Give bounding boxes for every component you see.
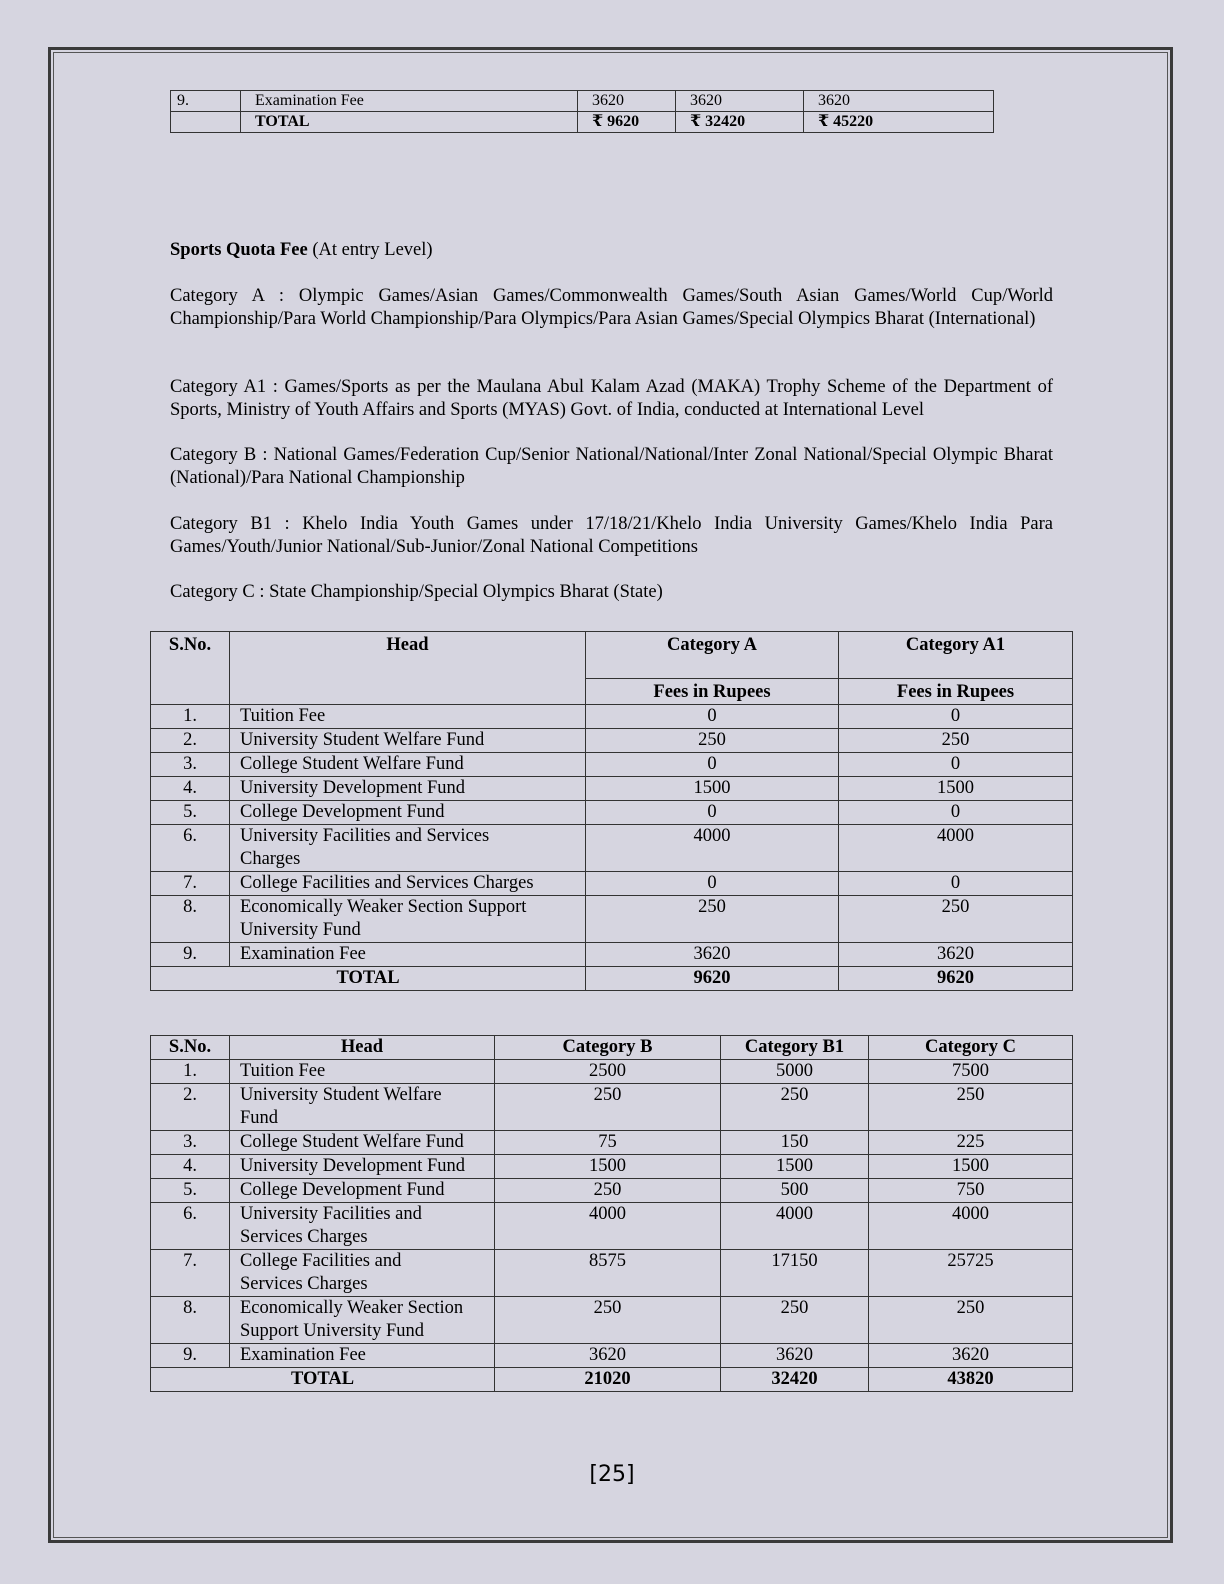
fee-cell: 250 bbox=[586, 896, 839, 943]
fee-cell: 25725 bbox=[869, 1250, 1073, 1297]
header-sno: S.No. bbox=[151, 1036, 230, 1060]
fee-cell: 250 bbox=[721, 1297, 869, 1344]
fee-cell: 0 bbox=[839, 801, 1073, 825]
header-category-b: Category B bbox=[495, 1036, 721, 1060]
sno-cell: 9. bbox=[171, 91, 241, 112]
sno-cell: 3. bbox=[151, 753, 230, 777]
fee-cell: 4000 bbox=[586, 825, 839, 872]
head-cell: University Student Welfare Fund bbox=[230, 729, 586, 753]
fee-cell: 7500 bbox=[869, 1060, 1073, 1084]
total-cell: ₹ 45220 bbox=[804, 112, 994, 133]
fee-cell: 3620 bbox=[721, 1344, 869, 1368]
total-row bbox=[171, 112, 994, 133]
fee-table-category-a bbox=[150, 631, 1073, 991]
category-b-description: Category B : National Games/Federation Cup/Senior National/National/Inter Zonal National/Special Olympic Bharat (National)/Para National Championship bbox=[170, 445, 1053, 488]
sno-cell: 6. bbox=[151, 825, 230, 872]
table-row bbox=[151, 1084, 1073, 1131]
total-cell: 9620 bbox=[839, 967, 1073, 991]
fee-table-category-b bbox=[150, 1035, 1073, 1392]
total-cell: 32420 bbox=[721, 1368, 869, 1392]
fee-cell: 250 bbox=[839, 896, 1073, 943]
fee-cell: 250 bbox=[721, 1084, 869, 1131]
fee-cell: 250 bbox=[586, 729, 839, 753]
fee-cell: 250 bbox=[839, 729, 1073, 753]
head-cell: Examination Fee bbox=[230, 1344, 495, 1368]
table-row bbox=[151, 825, 1073, 872]
total-row bbox=[151, 1368, 1073, 1392]
header-category-a1: Category A1 bbox=[839, 632, 1073, 679]
head-cell: College Facilities and Services Charges bbox=[230, 1250, 495, 1297]
table-row bbox=[151, 943, 1073, 967]
fee-cell: 5000 bbox=[721, 1060, 869, 1084]
table-row bbox=[151, 753, 1073, 777]
table-row bbox=[151, 1131, 1073, 1155]
fee-cell: 225 bbox=[869, 1131, 1073, 1155]
fee-cell: 4000 bbox=[495, 1203, 721, 1250]
category-a-description: Category A : Olympic Games/Asian Games/Commonwealth Games/South Asian Games/World Cup/World Championship/Para World Championship/Para Olympics/Para Asian Games/Special Olympics Bharat (International) bbox=[170, 286, 1053, 329]
fee-cell: 8575 bbox=[495, 1250, 721, 1297]
table-row bbox=[151, 729, 1073, 753]
fee-cell: 3620 bbox=[839, 943, 1073, 967]
section-title-rest: (At entry Level) bbox=[307, 240, 433, 260]
head-cell: College Development Fund bbox=[230, 1179, 495, 1203]
table-row bbox=[151, 872, 1073, 896]
fee-cell: 2500 bbox=[495, 1060, 721, 1084]
sno-cell: 8. bbox=[151, 1297, 230, 1344]
head-cell: Economically Weaker Section Support University Fund bbox=[230, 896, 586, 943]
fee-cell: 1500 bbox=[869, 1155, 1073, 1179]
header-head: Head bbox=[230, 632, 586, 705]
fee-cell: 0 bbox=[586, 705, 839, 729]
fee-cell: 0 bbox=[586, 801, 839, 825]
sno-cell: 5. bbox=[151, 1179, 230, 1203]
table-row bbox=[151, 1250, 1073, 1297]
fee-cell: 3620 bbox=[804, 91, 994, 112]
fee-cell: 1500 bbox=[721, 1155, 869, 1179]
sno-cell: 4. bbox=[151, 777, 230, 801]
table-row bbox=[151, 896, 1073, 943]
head-cell: University Facilities and Services Charges bbox=[230, 1203, 495, 1250]
category-a1-description: Category A1 : Games/Sports as per the Maulana Abul Kalam Azad (MAKA) Trophy Scheme of the Department of Sports, Ministry of Youth Affairs and Sports (MYAS) Govt. of India, conducted at International Level bbox=[170, 377, 1053, 420]
head-cell: Economically Weaker Section Support University Fund bbox=[230, 1297, 495, 1344]
fee-cell: 250 bbox=[495, 1179, 721, 1203]
head-cell: Examination Fee bbox=[230, 943, 586, 967]
sno-cell: 5. bbox=[151, 801, 230, 825]
table-row bbox=[151, 1297, 1073, 1344]
sno-cell: 4. bbox=[151, 1155, 230, 1179]
sno-cell: 2. bbox=[151, 729, 230, 753]
fee-cell: 3620 bbox=[676, 91, 804, 112]
subheader-fees: Fees in Rupees bbox=[839, 679, 1073, 705]
fee-cell: 0 bbox=[839, 872, 1073, 896]
total-cell: 43820 bbox=[869, 1368, 1073, 1392]
section-title-bold: Sports Quota Fee bbox=[170, 240, 308, 260]
header-category-b1: Category B1 bbox=[721, 1036, 869, 1060]
head-cell: Tuition Fee bbox=[230, 1060, 495, 1084]
fee-cell: 0 bbox=[839, 753, 1073, 777]
sno-cell: 9. bbox=[151, 1344, 230, 1368]
category-c-description: Category C : State Championship/Special Olympics Bharat (State) bbox=[170, 582, 663, 602]
fee-cell: 1500 bbox=[839, 777, 1073, 801]
head-cell: University Development Fund bbox=[230, 1155, 495, 1179]
sno-cell: 1. bbox=[151, 705, 230, 729]
header-category-c: Category C bbox=[869, 1036, 1073, 1060]
table-row bbox=[151, 1060, 1073, 1084]
fee-cell: 1500 bbox=[495, 1155, 721, 1179]
head-cell: University Facilities and Services Charges bbox=[230, 825, 586, 872]
fee-cell: 0 bbox=[586, 753, 839, 777]
sno-cell: 8. bbox=[151, 896, 230, 943]
fee-cell: 3620 bbox=[869, 1344, 1073, 1368]
total-cell: 21020 bbox=[495, 1368, 721, 1392]
category-b1-description: Category B1 : Khelo India Youth Games under 17/18/21/Khelo India University Games/Khelo India Para Games/Youth/Junior National/Sub-Junior/Zonal National Competitions bbox=[170, 514, 1053, 557]
header-head: Head bbox=[230, 1036, 495, 1060]
fee-cell: 3620 bbox=[578, 91, 676, 112]
head-cell: University Student Welfare Fund bbox=[230, 1084, 495, 1131]
head-cell: College Facilities and Services Charges bbox=[230, 872, 586, 896]
head-cell: Tuition Fee bbox=[230, 705, 586, 729]
table-header-row bbox=[151, 632, 1073, 679]
fee-cell: 4000 bbox=[839, 825, 1073, 872]
total-cell: 9620 bbox=[586, 967, 839, 991]
total-row bbox=[151, 967, 1073, 991]
table-row bbox=[151, 801, 1073, 825]
page-number: [25] bbox=[589, 1462, 635, 1487]
head-cell: College Development Fund bbox=[230, 801, 586, 825]
table-row bbox=[151, 705, 1073, 729]
head-cell: Examination Fee bbox=[241, 91, 578, 112]
head-cell: College Student Welfare Fund bbox=[230, 753, 586, 777]
fee-cell: 17150 bbox=[721, 1250, 869, 1297]
fee-cell: 750 bbox=[869, 1179, 1073, 1203]
fee-table-continued bbox=[170, 90, 994, 133]
fee-cell: 4000 bbox=[721, 1203, 869, 1250]
fee-cell: 250 bbox=[495, 1297, 721, 1344]
head-cell: University Development Fund bbox=[230, 777, 586, 801]
sno-cell: 7. bbox=[151, 872, 230, 896]
sno-cell: 7. bbox=[151, 1250, 230, 1297]
header-sno: S.No. bbox=[151, 632, 230, 705]
fee-cell: 0 bbox=[586, 872, 839, 896]
fee-cell: 75 bbox=[495, 1131, 721, 1155]
sno-cell: 2. bbox=[151, 1084, 230, 1131]
head-cell: College Student Welfare Fund bbox=[230, 1131, 495, 1155]
sno-cell: 1. bbox=[151, 1060, 230, 1084]
table-row bbox=[151, 777, 1073, 801]
sno-cell: 6. bbox=[151, 1203, 230, 1250]
table-row bbox=[151, 1203, 1073, 1250]
sno-cell: 9. bbox=[151, 943, 230, 967]
subheader-fees: Fees in Rupees bbox=[586, 679, 839, 705]
fee-cell: 3620 bbox=[586, 943, 839, 967]
fee-cell: 250 bbox=[495, 1084, 721, 1131]
fee-cell: 500 bbox=[721, 1179, 869, 1203]
fee-cell: 150 bbox=[721, 1131, 869, 1155]
fee-cell: 250 bbox=[869, 1084, 1073, 1131]
total-cell: ₹ 32420 bbox=[676, 112, 804, 133]
table-row bbox=[151, 1179, 1073, 1203]
fee-cell: 0 bbox=[839, 705, 1073, 729]
fee-cell: 3620 bbox=[495, 1344, 721, 1368]
total-cell: ₹ 9620 bbox=[578, 112, 676, 133]
table-row bbox=[151, 1155, 1073, 1179]
total-label: TOTAL bbox=[151, 1368, 495, 1392]
header-category-a: Category A bbox=[586, 632, 839, 679]
table-row bbox=[171, 91, 994, 112]
section-heading bbox=[170, 239, 1053, 262]
sno-cell: 3. bbox=[151, 1131, 230, 1155]
fee-cell: 250 bbox=[869, 1297, 1073, 1344]
fee-cell: 4000 bbox=[869, 1203, 1073, 1250]
total-label: TOTAL bbox=[241, 112, 578, 133]
table-header-row bbox=[151, 1036, 1073, 1060]
table-row bbox=[151, 1344, 1073, 1368]
sno-cell bbox=[171, 112, 241, 133]
fee-cell: 1500 bbox=[586, 777, 839, 801]
total-label: TOTAL bbox=[151, 967, 586, 991]
